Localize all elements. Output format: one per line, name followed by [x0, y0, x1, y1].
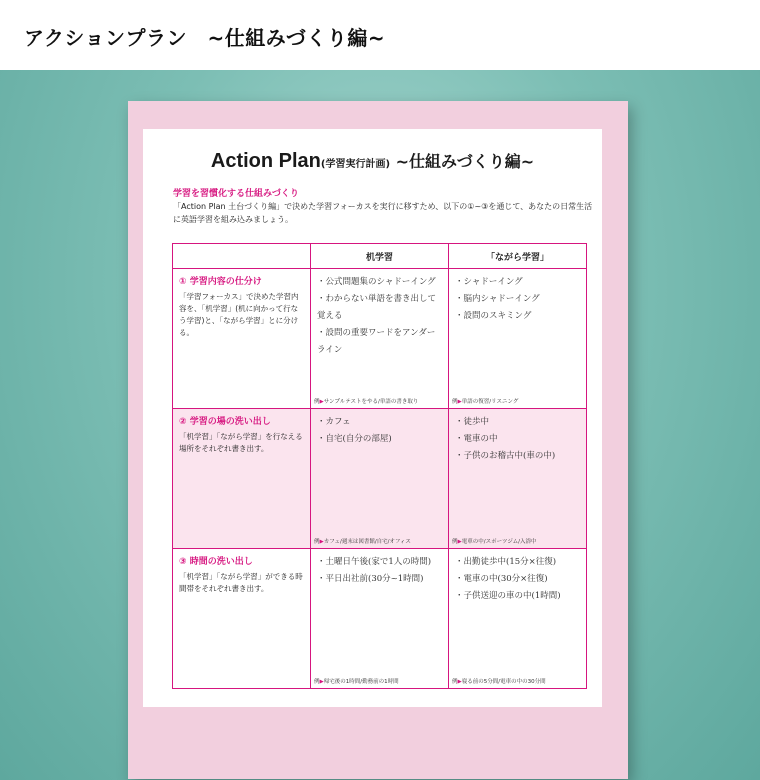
row-label-cell — [173, 549, 311, 689]
row-description: 「机学習」「ながら学習」を行なえる場所をそれぞれ書き出す。 — [179, 432, 303, 453]
example-text: サンプルテストをやる/単語の書き取り — [323, 399, 419, 405]
example-prefix: 例 — [452, 679, 458, 685]
example-prefix: 例 — [314, 399, 320, 405]
list-item: ・子供のお稽古中(車の中) — [455, 451, 556, 461]
example-note — [314, 537, 411, 545]
action-plan-table — [172, 243, 587, 689]
row-description: 「机学習」「ながら学習」ができる時間帯をそれぞれ書き出す。 — [179, 572, 303, 593]
list-item: ・電車の中(30分×往復) — [455, 574, 548, 584]
example-text: 電車の中/スポーツジム/入浴中 — [461, 539, 537, 545]
list-item: ・カフェ — [317, 417, 351, 427]
list-item: ・土曜日午後(家で1人の時間) — [317, 557, 432, 567]
list-item: ・設問の重要ワードをアンダーライン — [317, 328, 436, 355]
desk-cell — [311, 409, 449, 549]
example-prefix: 例 — [314, 539, 320, 545]
list-item: ・徒歩中 — [455, 417, 490, 427]
row-description: 「学習フォーカス」で決めた学習内容を、「机学習」(机に向かって行なう学習)と、「ながら学習」とに分ける。 — [179, 292, 299, 337]
list-item: ・公式問題集のシャドーイング — [317, 277, 436, 287]
row-title: ② 学習の場の洗い出し — [179, 417, 271, 427]
nagara-cell — [449, 409, 587, 549]
list-item: ・電車の中 — [455, 434, 498, 444]
list-item: ・自宅(自分の部屋) — [317, 434, 392, 444]
column-header-blank — [173, 244, 311, 269]
example-note — [452, 677, 546, 685]
row-label-cell — [173, 269, 311, 409]
list-item: ・子供送迎の車の中(1時間) — [455, 591, 561, 601]
example-text: 寝る前の5分間/電車の中の30分間 — [461, 679, 546, 685]
example-prefix: 例 — [452, 399, 458, 405]
desk-cell — [311, 549, 449, 689]
table-row — [173, 269, 587, 409]
table-row — [173, 549, 587, 689]
example-prefix: 例 — [452, 539, 458, 545]
example-marker-icon: ▶ — [457, 399, 462, 405]
list-item: ・シャドーイング — [455, 277, 523, 287]
row-title: ③ 時間の洗い出し — [179, 557, 253, 567]
nagara-cell — [449, 549, 587, 689]
title-paren: (学習実行計画) — [320, 159, 391, 170]
page-title: アクションプラン ~仕組みづくり編~ — [24, 26, 386, 50]
desk-cell — [311, 269, 449, 409]
example-note — [452, 397, 518, 405]
table-row — [173, 409, 587, 549]
example-prefix: 例 — [314, 679, 320, 685]
row-label-cell — [173, 409, 311, 549]
nagara-cell — [449, 269, 587, 409]
list-item: ・わからない単語を書き出して覚える — [317, 294, 437, 321]
habit-heading: 学習を習慣化する仕組みづくり — [173, 189, 299, 199]
title-main: Action Plan — [210, 150, 321, 172]
worksheet — [128, 101, 628, 779]
column-header-desk: 机学習 — [311, 244, 449, 269]
example-marker-icon: ▶ — [457, 679, 462, 685]
example-text: 帰宅後の1時間/勤務前の1時間 — [323, 679, 399, 685]
row-title: ① 学習内容の仕分け — [179, 277, 262, 287]
list-item: ・脳内シャドーイング — [455, 294, 540, 304]
example-marker-icon: ▶ — [319, 679, 324, 685]
page-header — [0, 0, 760, 70]
list-item: ・平日出社前(30分~1時間) — [317, 574, 424, 584]
example-note — [314, 397, 418, 405]
worksheet-paper — [143, 129, 602, 707]
example-marker-icon: ▶ — [319, 399, 324, 405]
title-sub: ~仕組みづくり編~ — [390, 152, 535, 171]
intro-text: 「Action Plan 土台づくり編」で決めた学習フォーカスを実行に移すため、以下の①~③を通じて、あなたの日常生活に英語学習を組み込みましょう。 — [173, 202, 593, 224]
list-item: ・出勤徒歩中(15分×往復) — [455, 557, 557, 567]
example-note — [452, 537, 537, 545]
column-header-nagara: 「ながら学習」 — [449, 244, 587, 269]
example-text: カフェ/週末は図書館/自宅/オフィス — [323, 539, 411, 545]
example-marker-icon: ▶ — [319, 539, 324, 545]
example-note — [314, 677, 399, 685]
table-header-row — [173, 244, 587, 269]
example-text: 単語の復習/リスニング — [461, 399, 519, 405]
example-marker-icon: ▶ — [457, 539, 462, 545]
document-title — [143, 149, 602, 173]
list-item: ・設問のスキミング — [455, 311, 532, 321]
